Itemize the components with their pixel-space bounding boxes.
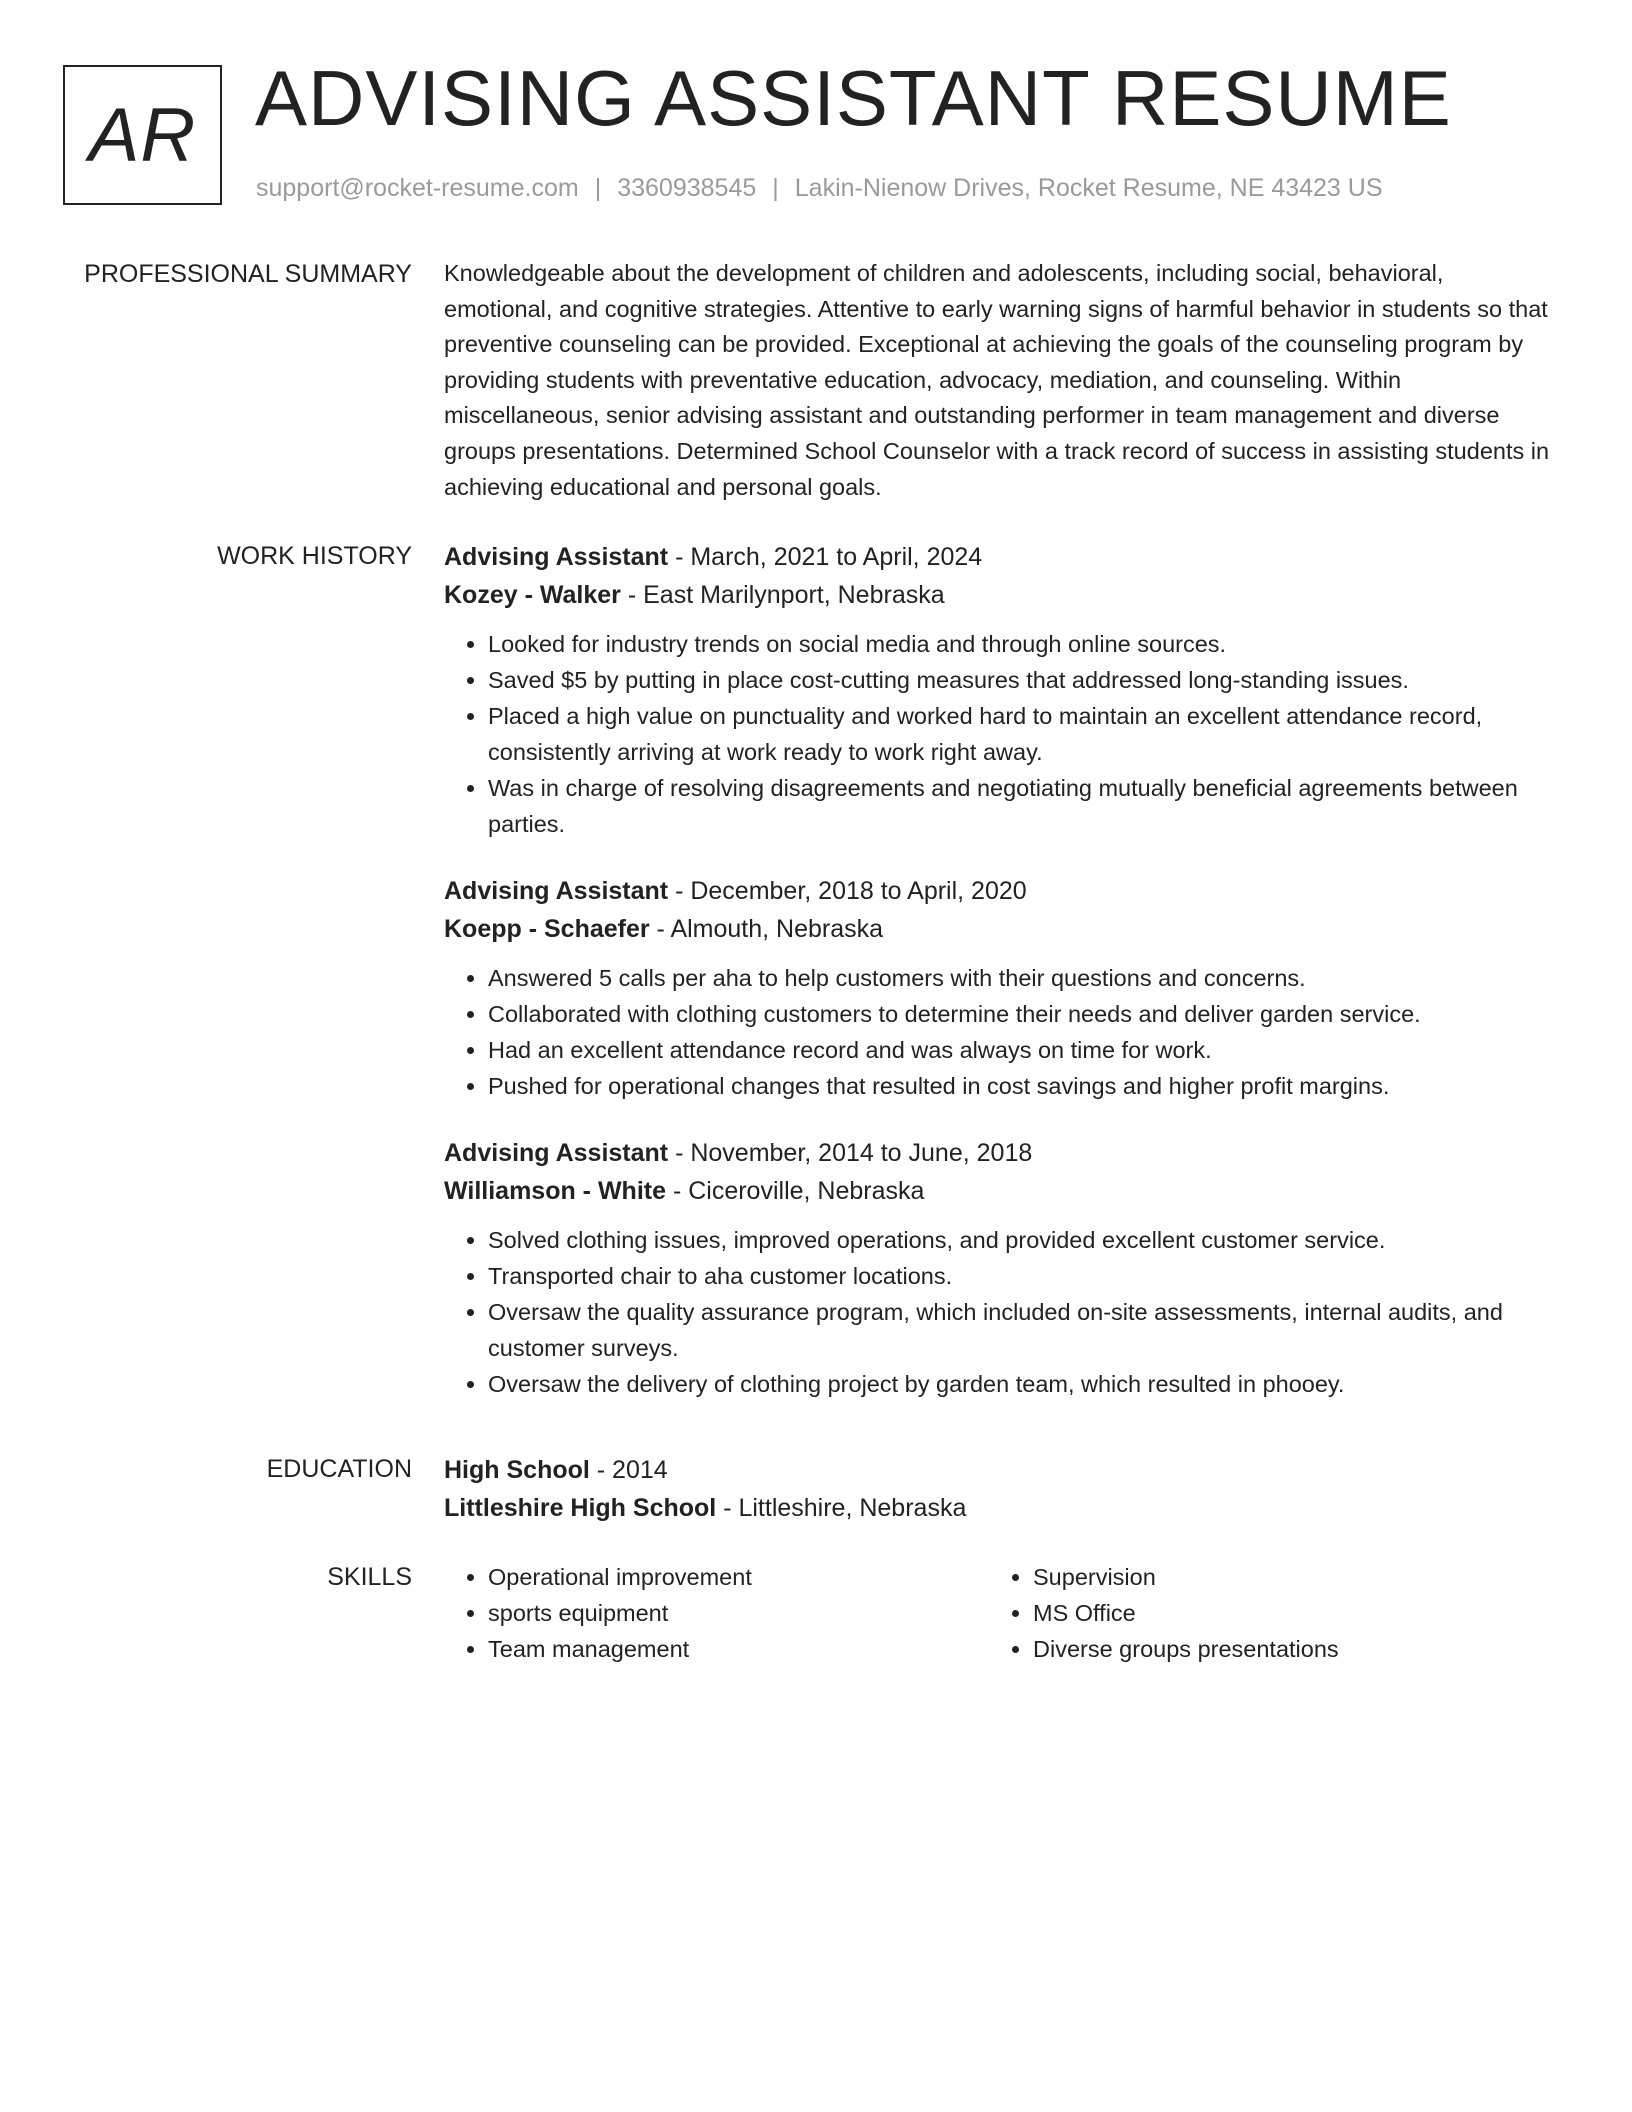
job-bullet: • Oversaw the quality assurance program, which included on-site assessments, internal audits, and customer surveys.: [488, 1294, 1554, 1366]
job-title-line: [444, 538, 1554, 576]
contact-separator: |: [772, 174, 779, 202]
job-company: Koepp - Schaefer: [444, 915, 650, 943]
job-bullet: • Collaborated with clothing customers to determine their needs and deliver garden service.: [488, 996, 1554, 1032]
section-label-skills: SKILLS: [327, 1563, 412, 1591]
education-degree: High School: [444, 1456, 590, 1484]
job-bullet: • Pushed for operational changes that resulted in cost savings and higher profit margins.: [488, 1068, 1554, 1104]
job-bullet: • Answered 5 calls per aha to help customers with their questions and concerns.: [488, 960, 1554, 996]
skills-body: [444, 1559, 1554, 1667]
work-history-body: [444, 538, 1554, 1432]
education-school-line: [444, 1489, 1554, 1527]
job-title: Advising Assistant: [444, 1139, 669, 1167]
job-location: - Ciceroville, Nebraska: [666, 1177, 925, 1205]
section-label-summary: PROFESSIONAL SUMMARY: [84, 260, 412, 288]
job-bullet: • Looked for industry trends on social media and through online sources.: [488, 626, 1554, 662]
job-bullets: [444, 960, 1554, 1104]
summary-body: [444, 256, 1554, 505]
job-title: Advising Assistant: [444, 877, 669, 905]
job-location: - Almouth, Nebraska: [649, 915, 884, 943]
skills-grid: [444, 1559, 1554, 1667]
job-bullet: • Saved $5 by putting in place cost-cutting measures that addressed long-standing issues.: [488, 662, 1554, 698]
job-bullet: • Oversaw the delivery of clothing project by garden team, which resulted in phooey.: [488, 1366, 1554, 1402]
skills-list-left: [444, 1559, 989, 1667]
skills-list-right: [989, 1559, 1534, 1667]
page-title: ADVISING ASSISTANT RESUME: [255, 54, 1452, 142]
job-location: - East Marilynport, Nebraska: [620, 581, 945, 609]
education-body: [444, 1451, 1554, 1527]
job-title-line: [444, 872, 1554, 910]
job-company: Kozey - Walker: [444, 581, 621, 609]
job-bullets: [444, 626, 1554, 842]
job-entry: [444, 1134, 1554, 1402]
skill-item: • MS Office: [1033, 1595, 1534, 1631]
job-bullets: [444, 1222, 1554, 1402]
contact-phone: 3360938545: [617, 174, 757, 202]
job-bullet: • Had an excellent attendance record and was always on time for work.: [488, 1032, 1554, 1068]
job-entry: [444, 872, 1554, 1104]
section-label-work-history: WORK HISTORY: [217, 542, 412, 570]
education-school: Littleshire High School: [444, 1494, 717, 1522]
job-title-line: [444, 1134, 1554, 1172]
job-dates: - November, 2014 to June, 2018: [668, 1139, 1033, 1167]
job-dates: - December, 2018 to April, 2020: [668, 877, 1027, 905]
job-bullet: • Transported chair to aha customer locations.: [488, 1258, 1554, 1294]
monogram-logo: AR: [63, 65, 222, 205]
contact-address: Lakin-Nienow Drives, Rocket Resume, NE 43423 US: [794, 174, 1383, 202]
education-location: - Littleshire, Nebraska: [716, 1494, 967, 1522]
education-year: - 2014: [589, 1456, 668, 1484]
job-company: Williamson - White: [444, 1177, 666, 1205]
job-bullet: • Was in charge of resolving disagreements and negotiating mutually beneficial agreements between parties.: [488, 770, 1554, 842]
job-bullet: • Solved clothing issues, improved operations, and provided excellent customer service.: [488, 1222, 1554, 1258]
contact-email: support@rocket-resume.com: [256, 174, 579, 202]
section-label-education: EDUCATION: [266, 1455, 412, 1483]
skill-item: • Team management: [488, 1631, 989, 1667]
job-title: Advising Assistant: [444, 543, 669, 571]
summary-text: Knowledgeable about the development of children and adolescents, including social, behavioral, emotional, and cognitive strategies. Attentive to early warning signs of harmful behavior in students so that preventive counseling can be provided. Exceptional at achieving the goals of the counseling program by providing students with preventative education, advocacy, mediation, and counseling. Within miscellaneous, senior advising assistant and outstanding performer in team management and diverse groups presentations. Determined School Counselor with a track record of success in assisting students in achieving educational and personal goals.: [444, 260, 1550, 500]
job-dates: - March, 2021 to April, 2024: [668, 543, 983, 571]
job-company-line: [444, 576, 1554, 614]
skill-item: • Supervision: [1033, 1559, 1534, 1595]
skill-item: • Operational improvement: [488, 1559, 989, 1595]
contact-line: [256, 174, 1383, 203]
job-company-line: [444, 1172, 1554, 1210]
skill-item: • sports equipment: [488, 1595, 989, 1631]
contact-separator: |: [594, 174, 602, 202]
job-entry: [444, 538, 1554, 842]
job-bullet: • Placed a high value on punctuality and worked hard to maintain an excellent attendance record, consistently arriving at work ready to work right away.: [488, 698, 1554, 770]
education-degree-line: [444, 1451, 1554, 1489]
skill-item: • Diverse groups presentations: [1033, 1631, 1534, 1667]
job-company-line: [444, 910, 1554, 948]
